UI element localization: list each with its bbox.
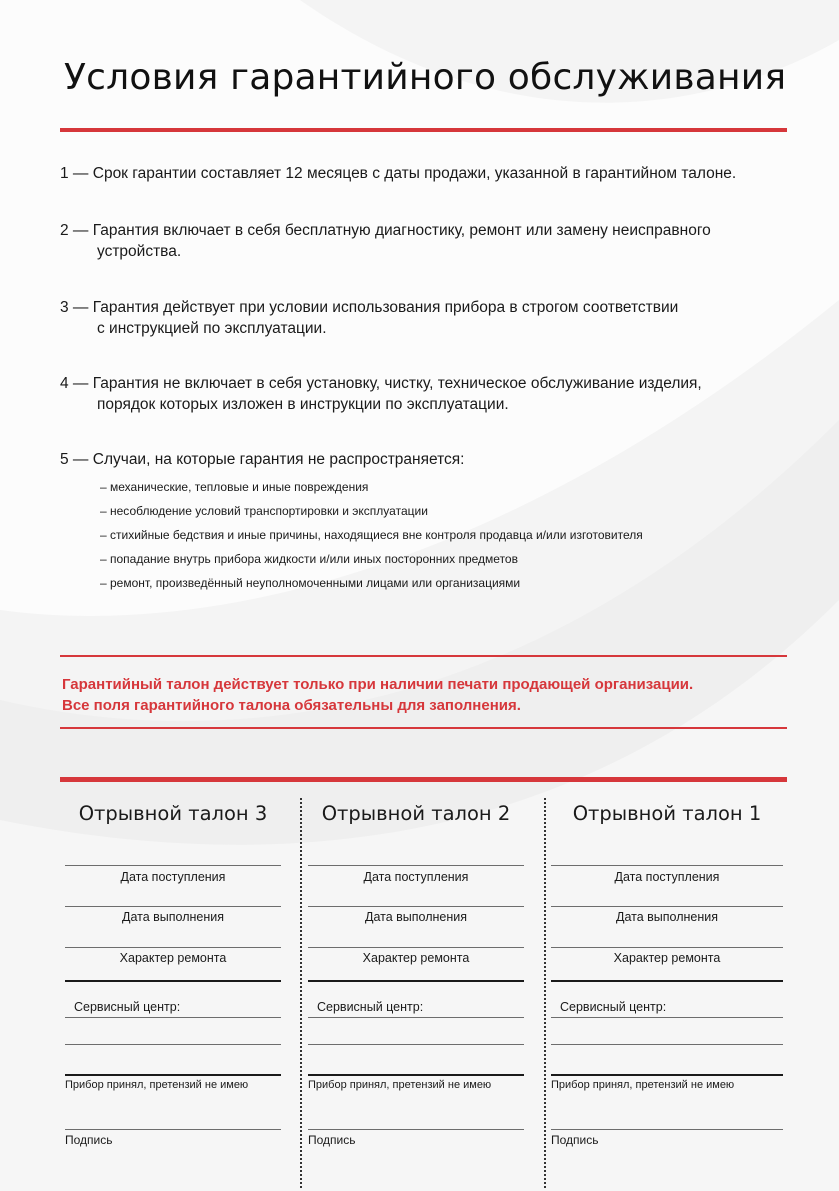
term-item — [60, 373, 800, 415]
notice-top-divider — [60, 655, 787, 657]
exclusion-item: – стихийные бедствия и иные причины, находящиеся вне контроля продавца и/или изготовителя — [100, 528, 643, 542]
repair-type-line[interactable] — [65, 947, 281, 948]
page-title: Условия гарантийного обслуживания — [64, 57, 787, 98]
acceptance-label: Прибор принял, претензий не имею — [551, 1079, 735, 1091]
notice-line: Все поля гарантийного талона обязательны для заполнения. — [62, 697, 521, 714]
term-item — [60, 449, 800, 470]
term-number: 4 — — [60, 375, 89, 392]
term-text: Случаи, на которые гарантия не распространяется: — [92, 451, 465, 468]
notice-bottom-divider — [60, 727, 787, 729]
repair-type-label: Характер ремонта — [362, 951, 470, 965]
repair-type-line[interactable] — [551, 947, 783, 948]
term-text: Гарантия действует при условии использования прибора в строгом соответствии — [92, 299, 679, 316]
repair-type-label: Характер ремонта — [613, 951, 721, 965]
service-center-line[interactable] — [551, 1044, 783, 1045]
service-center-line[interactable] — [65, 1044, 281, 1045]
term-text: Срок гарантии составляет 12 месяцев с даты продажи, указанной в гарантийном талоне. — [92, 165, 737, 182]
term-continuation: порядок которых изложен в инструкции по эксплуатации. — [97, 396, 509, 413]
coupon-1 — [551, 792, 783, 1162]
term-number: 1 — — [60, 165, 89, 182]
service-center-line[interactable] — [65, 1017, 281, 1018]
section-divider — [551, 1074, 783, 1076]
coupon-title: Отрывной талон 1 — [572, 802, 762, 825]
exclusion-item: – ремонт, произведённый неуполномоченными лицами или организациями — [100, 576, 521, 590]
signature-label: Подпись — [65, 1133, 113, 1147]
term-item — [60, 220, 800, 262]
coupons-divider — [60, 777, 787, 782]
term-number: 2 — — [60, 222, 89, 239]
term-text: Гарантия не включает в себя установку, чистку, техническое обслуживание изделия, — [92, 375, 702, 392]
exclusion-item: – несоблюдение условий транспортировки и эксплуатации — [100, 504, 428, 518]
received-date-line[interactable] — [308, 865, 524, 866]
term-continuation: с инструкцией по эксплуатации. — [97, 320, 327, 337]
notice-line: Гарантийный талон действует только при наличии печати продающей организации. — [62, 676, 694, 693]
coupon-title: Отрывной талон 2 — [321, 802, 511, 825]
term-continuation: устройства. — [97, 243, 182, 260]
section-divider — [308, 980, 524, 982]
signature-line[interactable] — [551, 1129, 783, 1130]
exclusion-item: – попадание внутрь прибора жидкости и/или иных посторонних предметов — [100, 552, 518, 566]
coupon-2 — [308, 792, 524, 1162]
term-text: Гарантия включает в себя бесплатную диагностику, ремонт или замену неисправного — [92, 222, 711, 239]
repair-type-label: Характер ремонта — [119, 951, 227, 965]
section-divider — [551, 980, 783, 982]
completed-date-line[interactable] — [551, 906, 783, 907]
signature-line[interactable] — [65, 1129, 281, 1130]
exclusions-list — [100, 475, 643, 595]
cut-line — [544, 798, 546, 1188]
signature-line[interactable] — [308, 1129, 524, 1130]
coupon-title: Отрывной талон 3 — [78, 802, 268, 825]
section-divider — [65, 980, 281, 982]
received-date-label: Дата поступления — [120, 870, 226, 884]
acceptance-label: Прибор принял, претензий не имею — [65, 1079, 249, 1091]
signature-label: Подпись — [551, 1133, 599, 1147]
received-date-label: Дата поступления — [614, 870, 720, 884]
completed-date-line[interactable] — [65, 906, 281, 907]
completed-date-label: Дата выполнения — [615, 910, 719, 924]
received-date-line[interactable] — [551, 865, 783, 866]
term-item — [60, 163, 800, 184]
cut-line — [300, 798, 302, 1188]
service-center-line[interactable] — [551, 1017, 783, 1018]
completed-date-line[interactable] — [308, 906, 524, 907]
service-center-label: Сервисный центр: — [560, 1000, 667, 1014]
section-divider — [65, 1074, 281, 1076]
completed-date-label: Дата выполнения — [121, 910, 225, 924]
warranty-notice — [62, 674, 693, 716]
service-center-label: Сервисный центр: — [317, 1000, 424, 1014]
coupon-3 — [65, 792, 281, 1162]
exclusion-item: – механические, тепловые и иные повреждения — [100, 480, 369, 494]
received-date-label: Дата поступления — [363, 870, 469, 884]
term-number: 3 — — [60, 299, 89, 316]
acceptance-label: Прибор принял, претензий не имею — [308, 1079, 492, 1091]
completed-date-label: Дата выполнения — [364, 910, 468, 924]
received-date-line[interactable] — [65, 865, 281, 866]
term-number: 5 — — [60, 451, 89, 468]
signature-label: Подпись — [308, 1133, 356, 1147]
service-center-line[interactable] — [308, 1044, 524, 1045]
service-center-line[interactable] — [308, 1017, 524, 1018]
repair-type-line[interactable] — [308, 947, 524, 948]
service-center-label: Сервисный центр: — [74, 1000, 181, 1014]
term-item — [60, 297, 800, 339]
title-divider — [60, 128, 787, 132]
section-divider — [308, 1074, 524, 1076]
